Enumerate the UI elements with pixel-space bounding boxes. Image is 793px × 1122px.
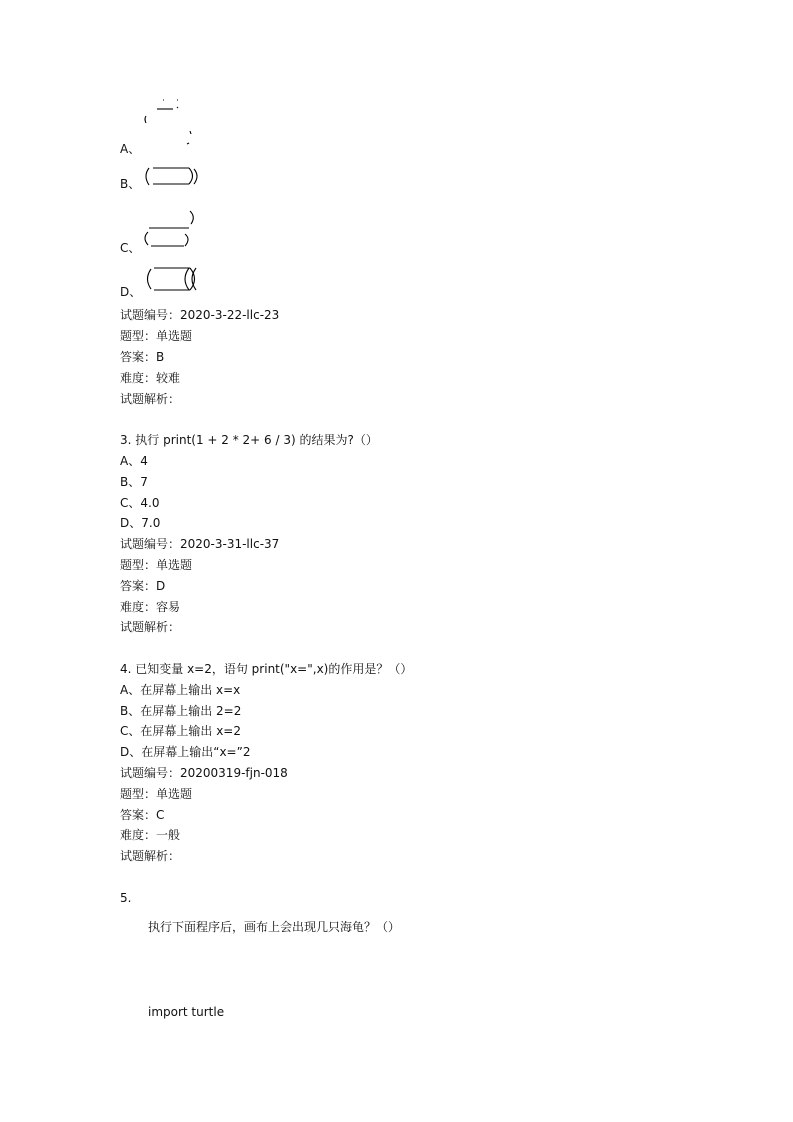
q4-option-a[interactable]: A、在屏幕上输出 x=x bbox=[120, 683, 241, 697]
q5-code-line: import turtle bbox=[148, 1005, 225, 1019]
q3-answer: 答案：D bbox=[120, 579, 166, 593]
q2-difficulty: 难度：较难 bbox=[120, 371, 181, 385]
option-c-figure bbox=[141, 208, 201, 252]
q3-analysis: 试题解析： bbox=[120, 620, 181, 634]
q2-option-b[interactable]: B、 bbox=[120, 177, 141, 191]
q4-type: 题型：单选题 bbox=[120, 787, 193, 801]
q4-id: 试题编号：20200319-fjn-018 bbox=[120, 766, 288, 780]
q4-option-b[interactable]: B、在屏幕上输出 2=2 bbox=[120, 704, 242, 718]
option-a-figure bbox=[143, 96, 203, 154]
q4-answer: 答案：C bbox=[120, 808, 165, 822]
q5-number: 5. bbox=[120, 891, 132, 905]
q3-question: 3. 执行 print(1 + 2 * 2+ 6 / 3) 的结果为?（） bbox=[120, 433, 378, 447]
q2-answer: 答案：B bbox=[120, 350, 165, 364]
q2-id: 试题编号：2020-3-22-llc-23 bbox=[120, 308, 280, 322]
q2-option-a[interactable]: A、 bbox=[120, 142, 141, 156]
q2-option-d[interactable]: D、 bbox=[120, 285, 142, 299]
option-d-figure bbox=[144, 266, 204, 294]
q2-type: 题型：单选题 bbox=[120, 329, 193, 343]
q3-difficulty: 难度：容易 bbox=[120, 600, 181, 614]
q5-question: 执行下面程序后，画布上会出现几只海龟？（） bbox=[148, 920, 401, 934]
q4-option-c[interactable]: C、在屏幕上输出 x=2 bbox=[120, 724, 241, 738]
q4-analysis: 试题解析： bbox=[120, 849, 181, 863]
q3-type: 题型：单选题 bbox=[120, 558, 193, 572]
q4-question: 4. 已知变量 x=2，语句 print("x=",x)的作用是？（） bbox=[120, 662, 413, 676]
q3-option-a[interactable]: A、4 bbox=[120, 454, 148, 468]
q3-option-d[interactable]: D、7.0 bbox=[120, 516, 161, 530]
q3-option-b[interactable]: B、7 bbox=[120, 475, 148, 489]
q3-option-c[interactable]: C、4.0 bbox=[120, 496, 160, 510]
q2-option-c[interactable]: C、 bbox=[120, 241, 141, 255]
q2-analysis: 试题解析： bbox=[120, 392, 181, 406]
q4-difficulty: 难度：一般 bbox=[120, 828, 181, 842]
q3-id: 试题编号：2020-3-31-llc-37 bbox=[120, 537, 280, 551]
q4-option-d[interactable]: D、在屏幕上输出“x=”2 bbox=[120, 745, 251, 759]
option-b-figure bbox=[143, 166, 203, 190]
